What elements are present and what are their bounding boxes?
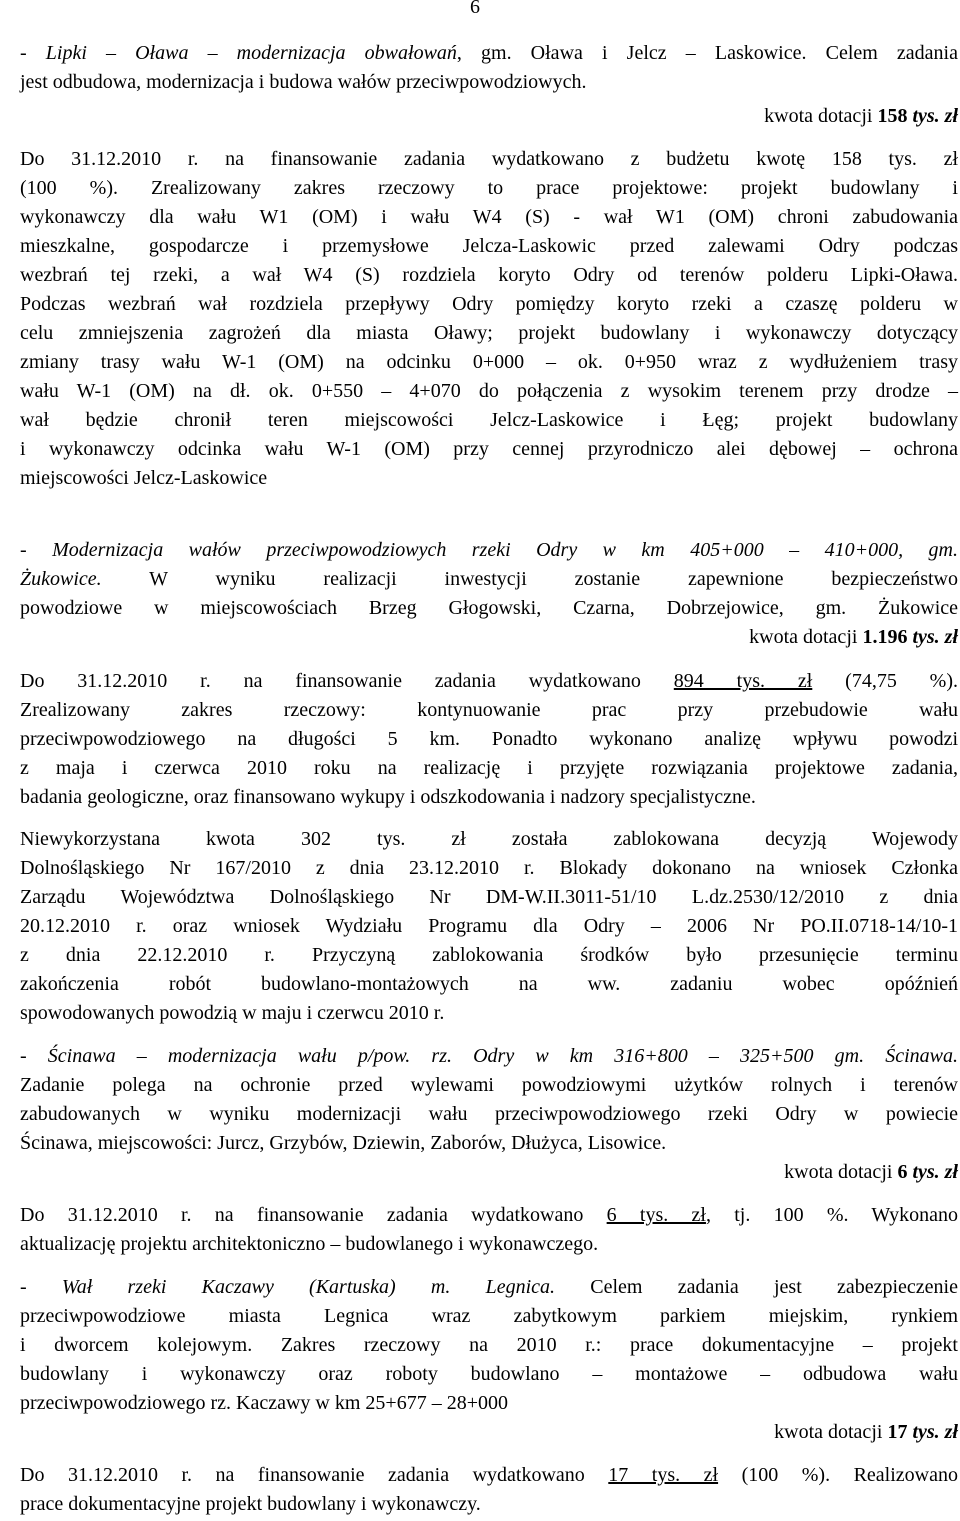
text-line: przeciwpowodziowe miasta Legnica wraz zabytkowym parkiem miejskim, rynkiem bbox=[20, 1305, 958, 1327]
text-line: badania geologiczne, oraz finansowano wykupy i odszkodowania i nadzory specjalistyczne. bbox=[20, 786, 756, 808]
text-line: i wykonawczy odcinka wału W-1 (OM) przy cennej przyrodniczo alei dębowej – ochrona bbox=[20, 438, 958, 460]
text-line: 20.12.2010 r. oraz wniosek Wydziału Programu dla Odry – 2006 Nr PO.II.0718-14/10-1 bbox=[20, 915, 958, 937]
text-line: Podczas wezbrań wał rozdziela przepływy Odry pomiędzy koryto rzeki a czaszę polderu w bbox=[20, 293, 958, 315]
text-line: z maja i czerwca 2010 roku na realizację i przyjęte rozwiązania projektowe zadania, bbox=[20, 757, 958, 779]
text-line: spowodowanych powodzią w maju i czerwcu 2010 r. bbox=[20, 1002, 445, 1024]
text-line: zmiany trasy wału W-1 (OM) na odcinku 0+000 – ok. 0+950 wraz z wydłużeniem trasy bbox=[20, 351, 958, 373]
text-line: wału W-1 (OM) na dł. ok. 0+550 – 4+070 do połączenia z wysokim terenem przy drodze – bbox=[20, 380, 958, 402]
text-line: Zadanie polega na ochronie przed wylewami powodziowymi użytków rolnych i terenów bbox=[20, 1074, 958, 1096]
text-line: i dworcem kolejowym. Zakres rzeczowy na 2010 r.: prace dokumentacyjne – projekt bbox=[20, 1334, 958, 1356]
text-line: Ścinawa, miejscowości: Jurcz, Grzybów, Dziewin, Zaborów, Dłużyca, Lisowice. bbox=[20, 1132, 667, 1154]
text-line: wał będzie chronił teren miejscowości Jelcz-Laskowice i Łęg; projekt budowlany bbox=[20, 409, 958, 431]
text-line: - Modernizacja wałów przeciwpowodziowych rzeki Odry w km 405+000 – 410+000, gm. bbox=[20, 539, 958, 561]
text-line: Dolnośląskiego Nr 167/2010 z dnia 23.12.2010 r. Blokady dokonano na wniosek Członka bbox=[20, 857, 958, 879]
text-line: powodziowe w miejscowościach Brzeg Głogowski, Czarna, Dobrzejowice, gm. Żukowice bbox=[20, 597, 958, 619]
text-line: Do 31.12.2010 r. na finansowanie zadania wydatkowano 894 tys. zł (74,75 %). bbox=[20, 670, 958, 692]
text-line: kwota dotacji 17 tys. zł bbox=[774, 1421, 958, 1443]
text-line: zabudowanych w wyniku modernizacji wału przeciwpowodziowego rzeki Odry w powiecie bbox=[20, 1103, 958, 1125]
text-line: jest odbudowa, modernizacja i budowa wałów przeciwpowodziowych. bbox=[20, 71, 587, 93]
text-line: z dnia 22.12.2010 r. Przyczyną zablokowania środków było przesunięcie terminu bbox=[20, 944, 958, 966]
text-line: prace dokumentacyjne projekt budowlany i wykonawczy. bbox=[20, 1493, 481, 1515]
text-line: kwota dotacji 158 tys. zł bbox=[764, 105, 958, 127]
text-line: celu zmniejszenia zagrożeń dla miasta Oławy; projekt budowlany i wykonawczy dotyczący bbox=[20, 322, 958, 344]
text-line: mieszkalne, gospodarcze i przemysłowe Jelcza-Laskowic przed zalewami Odry podczas bbox=[20, 235, 958, 257]
text-line: aktualizację projektu architektoniczno – budowlanego i wykonawczego. bbox=[20, 1233, 599, 1255]
text-line: budowlany i wykonawczy oraz roboty budowlano – montażowe – odbudowa wału bbox=[20, 1363, 958, 1385]
text-line: Do 31.12.2010 r. na finansowanie zadania wydatkowano 6 tys. zł, tj. 100 %. Wykonano bbox=[20, 1204, 958, 1226]
text-line: - Ścinawa – modernizacja wału p/pow. rz. Odry w km 316+800 – 325+500 gm. Ścinawa. bbox=[20, 1045, 958, 1067]
text-line: - Lipki – Oława – modernizacja obwałowań, gm. Oława i Jelcz – Laskowice. Celem zadania bbox=[20, 42, 958, 64]
text-line: kwota dotacji 6 tys. zł bbox=[784, 1161, 958, 1183]
text-line: wezbrań tej rzeki, a wał W4 (S) rozdziela koryto Odry od terenów polderu Lipki-Oława. bbox=[20, 264, 958, 286]
text-line: Do 31.12.2010 r. na finansowanie zadania wydatkowano z budżetu kwotę 158 tys. zł bbox=[20, 148, 958, 170]
text-line: Żukowice. W wyniku realizacji inwestycji zostanie zapewnione bezpieczeństwo bbox=[20, 568, 958, 590]
text-line: zakończenia robót budowlano-montażowych na ww. zadaniu wobec opóźnień bbox=[20, 973, 958, 995]
text-line: przeciwpowodziowego rz. Kaczawy w km 25+677 – 28+000 bbox=[20, 1392, 508, 1414]
text-line: wykonawczy dla wału W1 (OM) i wału W4 (S) - wał W1 (OM) chroni zabudowania bbox=[20, 206, 958, 228]
text-line: miejscowości Jelcz-Laskowice bbox=[20, 467, 268, 489]
text-line: Zarządu Województwa Dolnośląskiego Nr DM-W.II.3011-51/10 L.dz.2530/12/2010 z dnia bbox=[20, 886, 958, 908]
text-line: kwota dotacji 1.196 tys. zł bbox=[749, 626, 958, 648]
text-line: Do 31.12.2010 r. na finansowanie zadania wydatkowano 17 tys. zł (100 %). Realizowano bbox=[20, 1464, 958, 1486]
text-line: - Wał rzeki Kaczawy (Kartuska) m. Legnica. Celem zadania jest zabezpieczenie bbox=[20, 1276, 958, 1298]
text-line: Zrealizowany zakres rzeczowy: kontynuowanie prac przy przebudowie wału bbox=[20, 699, 958, 721]
text-line: przeciwpowodziowego na długości 5 km. Ponadto wykonano analizę wpływu powodzi bbox=[20, 728, 958, 750]
text-line: Niewykorzystana kwota 302 tys. zł została zablokowana decyzją Wojewody bbox=[20, 828, 958, 850]
text-line: (100 %). Zrealizowany zakres rzeczowy to prace projektowe: projekt budowlany i bbox=[20, 177, 958, 199]
page-number: 6 bbox=[470, 0, 480, 18]
